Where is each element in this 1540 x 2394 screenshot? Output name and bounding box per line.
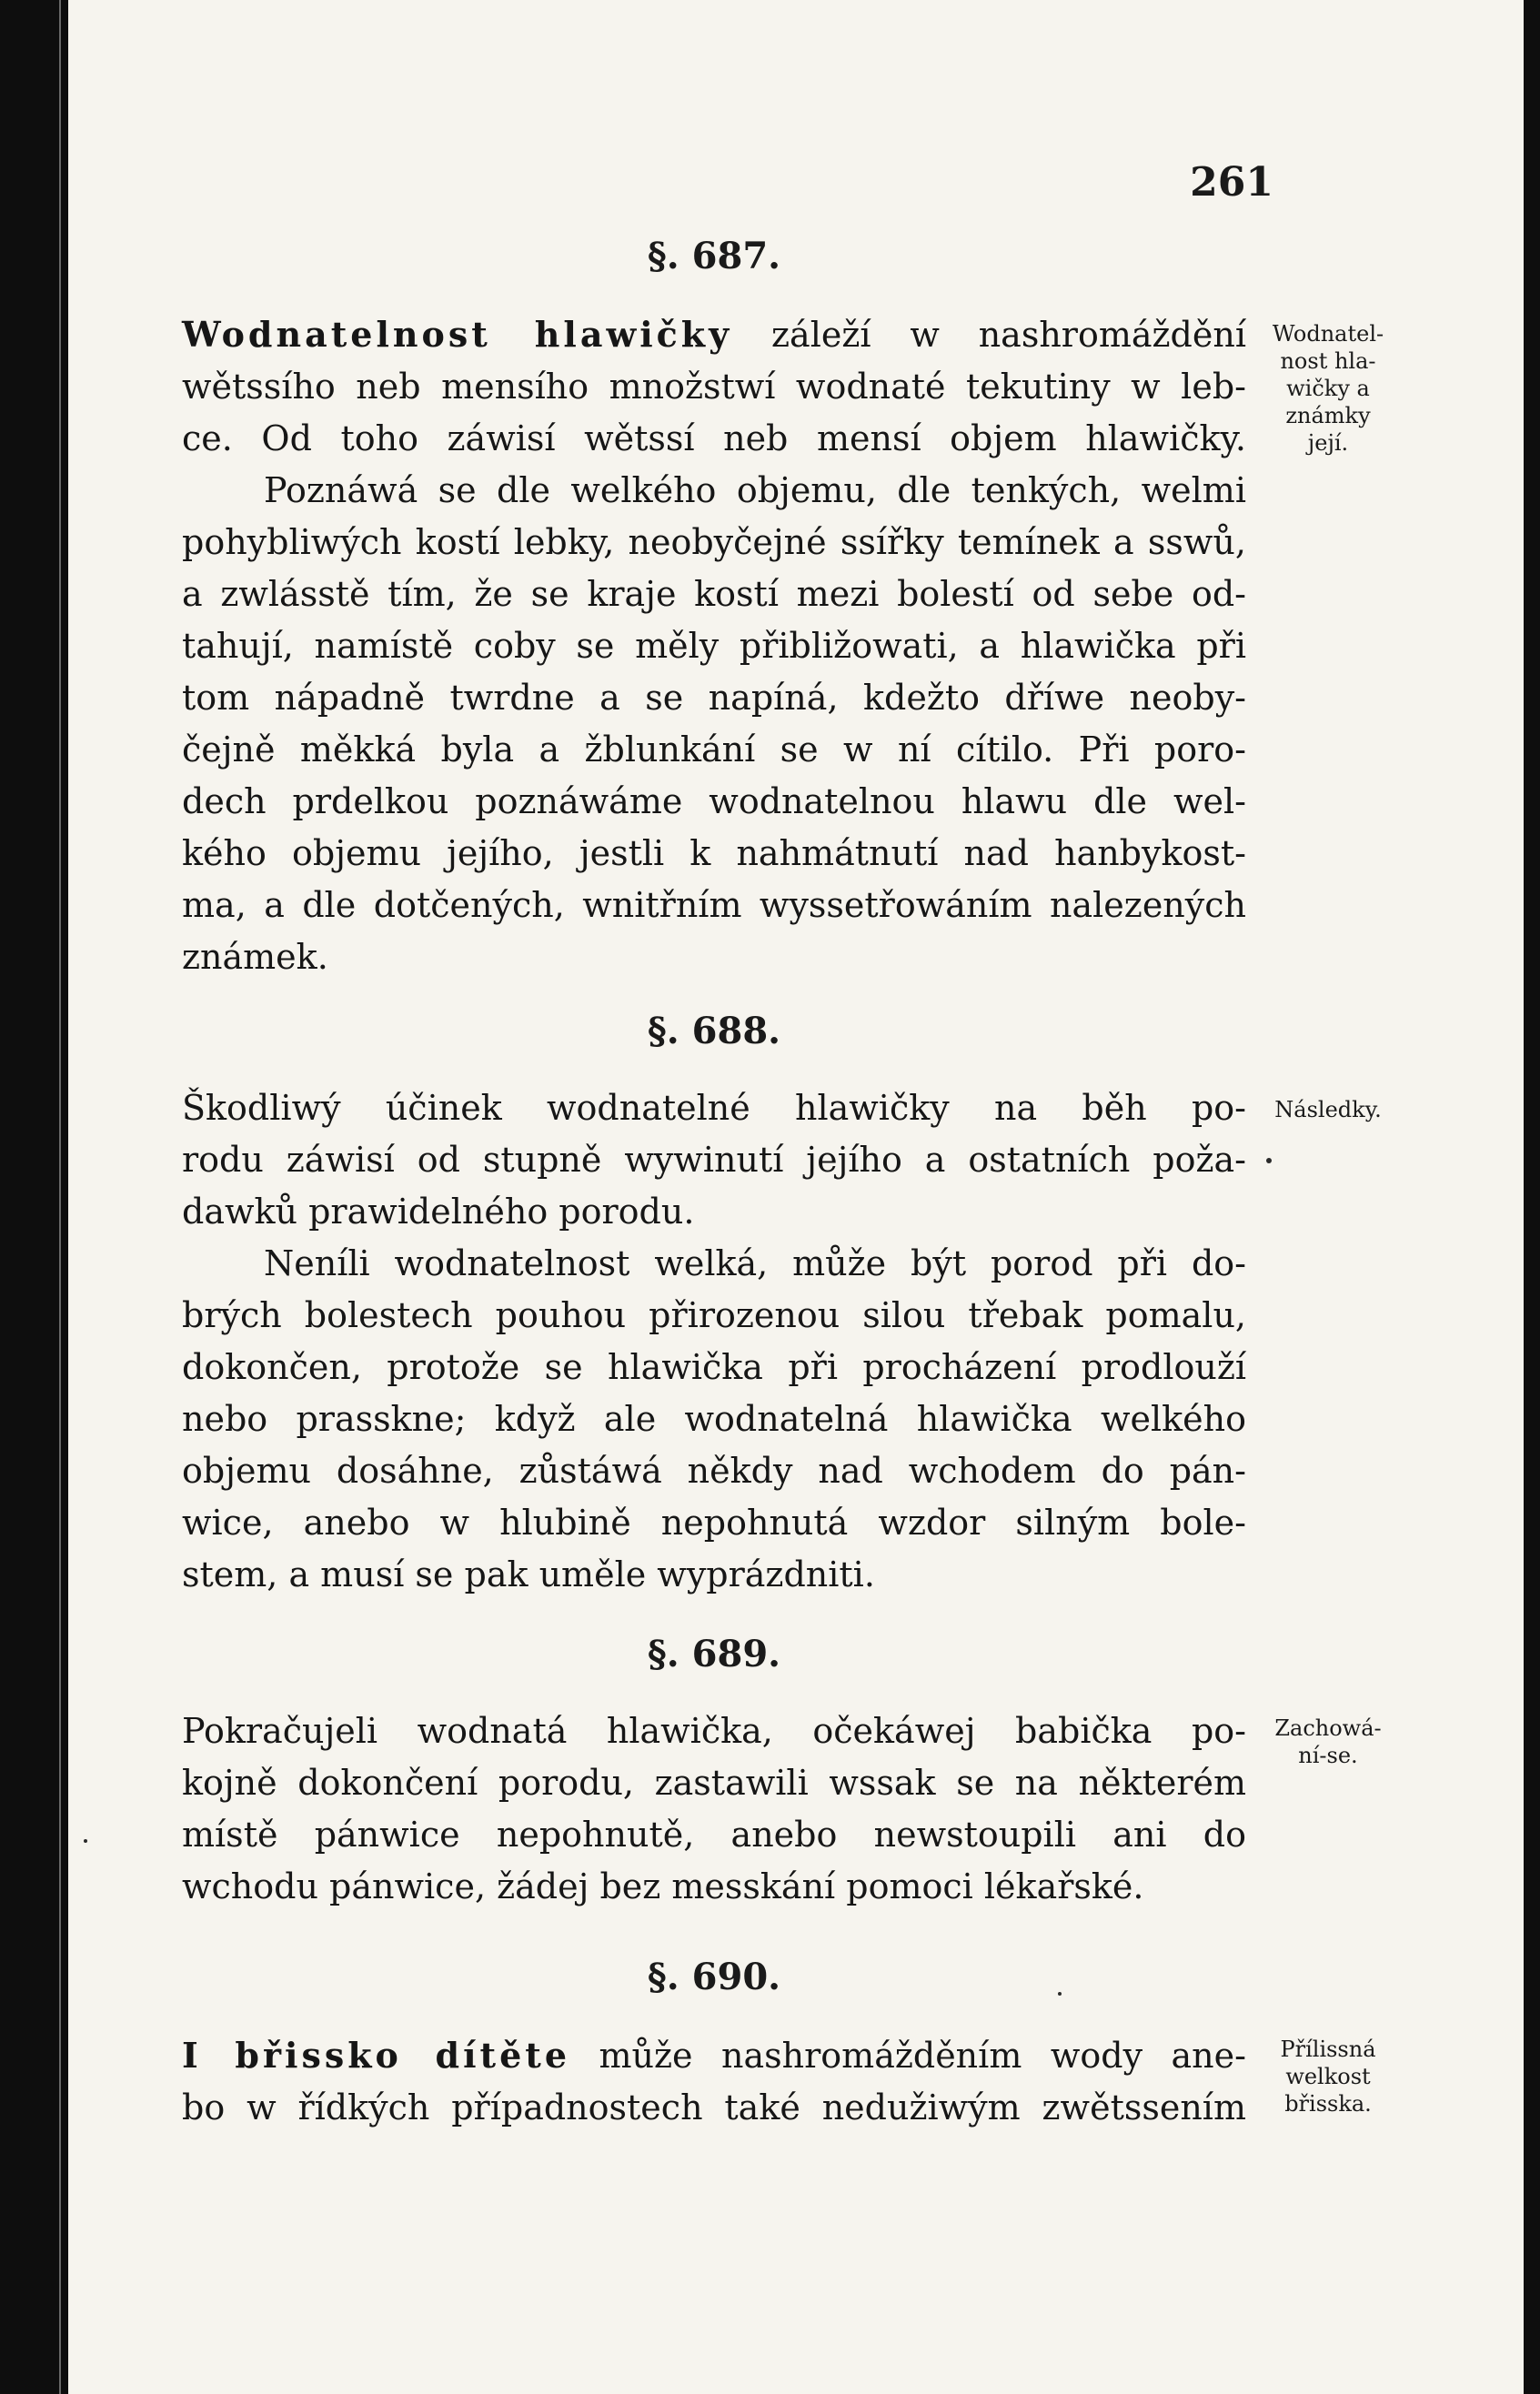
paragraph-line: brých bolestech pouhou přirozenou silou třebak pomalu, [182, 1295, 1246, 1335]
margin-note [1269, 320, 1387, 457]
margin-note-line: nost hla- [1280, 348, 1376, 374]
margin-note-line: wičky a [1286, 376, 1370, 401]
paragraph-line: ma, a dle dotčených, wnitřním wyssetřowáním nalezených [182, 885, 1246, 925]
margin-note-line: Přílissná [1280, 2037, 1376, 2062]
scan-speck [84, 1839, 87, 1843]
paragraph-line: dech prdelkou poznáwáme wodnatelnou hlawu dle wel- [182, 781, 1246, 821]
paragraph-line: dawků prawidelného porodu. [182, 1192, 695, 1232]
paragraph-line: Škodliwý účinek wodnatelné hlawičky na běh po- [182, 1088, 1246, 1128]
page-gutter-edge [59, 0, 61, 2394]
scan-speck [1058, 1992, 1062, 1996]
paragraph-line: wětssího neb mensího množstwí wodnaté tekutiny w leb- [182, 367, 1246, 407]
scan-speck [1266, 1158, 1272, 1163]
paragraph-line: Poznáwá se dle welkého objemu, dle tenkých, welmi [264, 470, 1246, 510]
paragraph-line: čejně měkká byla a žblunkání se w ní cítilo. Při poro- [182, 729, 1246, 770]
margin-note-line: Následky. [1274, 1097, 1382, 1122]
paragraph-line: kého objemu jejího, jestli k nahmátnutí nad hanbykost- [182, 833, 1246, 873]
spaced-heading-term: I břissko dítěte [182, 2035, 571, 2076]
paragraph-line: kojně dokončení porodu, zastawili wssak se na některém [182, 1763, 1246, 1803]
paragraph-line: místě pánwice nepohnutě, anebo newstoupili ani do [182, 1815, 1246, 1855]
paragraph-line: tahují, namístě coby se měly přibližowati, a hlawička při [182, 626, 1246, 666]
margin-note-line: známky její. [1285, 403, 1371, 456]
paragraph-line: stem, a musí se pak uměle wyprázdniti. [182, 1554, 875, 1594]
paragraph-line: bo w řídkých případnostech také nedužiwým zwětssením [182, 2087, 1246, 2127]
paragraph-line: Neníli wodnatelnost welká, může být porod při do- [264, 1243, 1246, 1283]
line-text: může nashromážděním wody ane- [570, 2036, 1246, 2076]
margin-note-line: welkost [1285, 2064, 1371, 2089]
paragraph-line: Pokračujeli wodnatá hlawička, očekáwej babička po- [182, 1711, 1246, 1751]
section-title: §. 687. [647, 235, 781, 277]
margin-note-line: Zachowá- [1274, 1715, 1382, 1741]
paragraph-line: známek. [182, 937, 328, 977]
margin-note [1269, 2036, 1387, 2117]
paragraph-line: ce. Od toho záwisí wětssí neb mensí objem hlawičky. [182, 418, 1246, 458]
paragraph-line: objemu dosáhne, zůstáwá někdy nad wchodem do pán- [182, 1451, 1246, 1491]
paragraph-line: rodu záwisí od stupně wywinutí jejího a ostatních poža- [182, 1140, 1246, 1180]
margin-note [1269, 1096, 1387, 1123]
section-title: §. 689. [647, 1633, 781, 1675]
paragraph-line: wchodu pánwice, žádej bez messkání pomoci lékařské. [182, 1866, 1144, 1906]
paragraph-line: tom nápadně twrdne a se napíná, kdežto dříwe neoby- [182, 678, 1246, 718]
paragraph-line: a zwlásstě tím, že se kraje kostí mezi bolestí od sebe od- [182, 574, 1246, 614]
paragraph-line: pohybliwých kostí lebky, neobyčejné ssířky temínek a sswů, [182, 522, 1246, 562]
margin-note [1269, 1715, 1387, 1769]
spaced-heading-term: Wodnatelnost hlawičky [182, 314, 733, 355]
paragraph-line: nebo prasskne; když ale wodnatelná hlawička welkého [182, 1399, 1246, 1439]
margin-note-line: ní-se. [1298, 1743, 1358, 1768]
section-title: §. 690. [647, 1956, 781, 1998]
margin-note-line: Wodnatel- [1272, 321, 1384, 347]
line-text: záleží w nashromáždění [732, 315, 1246, 355]
margin-note-line: břisska. [1284, 2091, 1372, 2117]
paragraph-line [182, 309, 1246, 360]
paragraph-line: wice, anebo w hlubině nepohnutá wzdor silným bole- [182, 1503, 1246, 1543]
section-title: §. 688. [647, 1010, 781, 1052]
paragraph-line: dokončen, protože se hlawička při procházení prodlouží [182, 1347, 1246, 1387]
paragraph-line [182, 2030, 1246, 2081]
page-number: 261 [1190, 159, 1273, 206]
